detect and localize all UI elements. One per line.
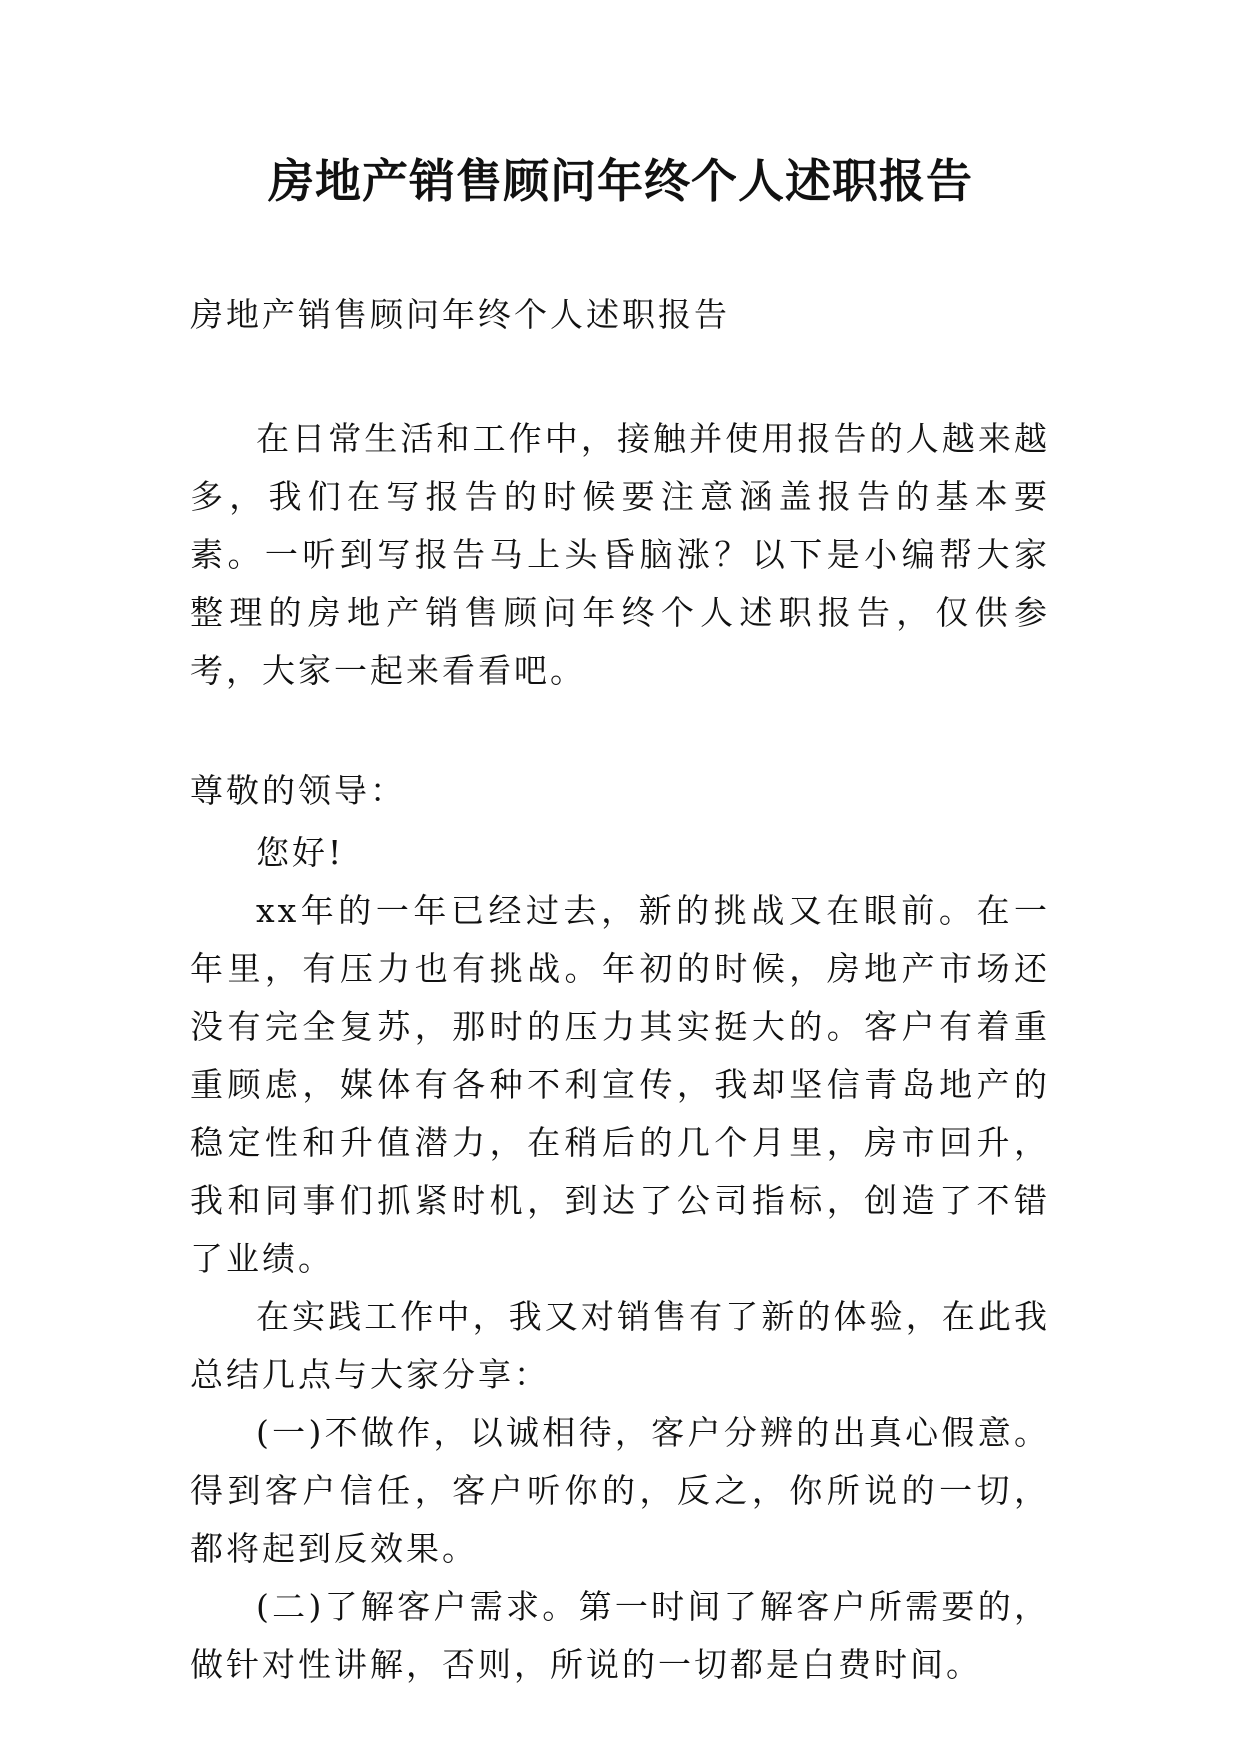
greeting-line: 您好! [256,833,345,872]
salutation: 尊敬的领导： [190,771,406,810]
list-item-point-one: (一)不做作，以诚相待，客户分辨的出真心假意。得到客户信任，客户听你的，反之，你所说的一切，都将起到反效果。 [190,1413,1050,1568]
body-paragraph-year-review: xx年的一年已经过去，新的挑战又在眼前。在一年里，有压力也有挑战。年初的时候，房地产市场还没有完全复苏，那时的压力其实挺大的。客户有着重重顾虑，媒体有各种不利宣传，我却坚信青岛地产的稳定性和升值潜力，在稍后的几个月里，房市回升，我和同事们抓紧时机，到达了公司指标，创造了不错了业绩。 [190,891,1050,1278]
list-item-point-two: (二)了解客户需求。第一时间了解客户所需要的，做针对性讲解，否则，所说的一切都是白费时间。 [190,1587,1050,1684]
document-title: 房地产销售顾问年终个人述职报告 [268,154,973,208]
document-subtitle: 房地产销售顾问年终个人述职报告 [190,295,730,334]
document-body [190,286,1050,1694]
body-paragraph-experience: 在实践工作中，我又对销售有了新的体验，在此我总结几点与大家分享： [190,1297,1050,1394]
intro-paragraph: 在日常生活和工作中，接触并使用报告的人越来越多，我们在写报告的时候要注意涵盖报告的基本要素。一听到写报告马上头昏脑涨？以下是小编帮大家整理的房地产销售顾问年终个人述职报告，仅供参考，大家一起来看看吧。 [190,419,1050,690]
